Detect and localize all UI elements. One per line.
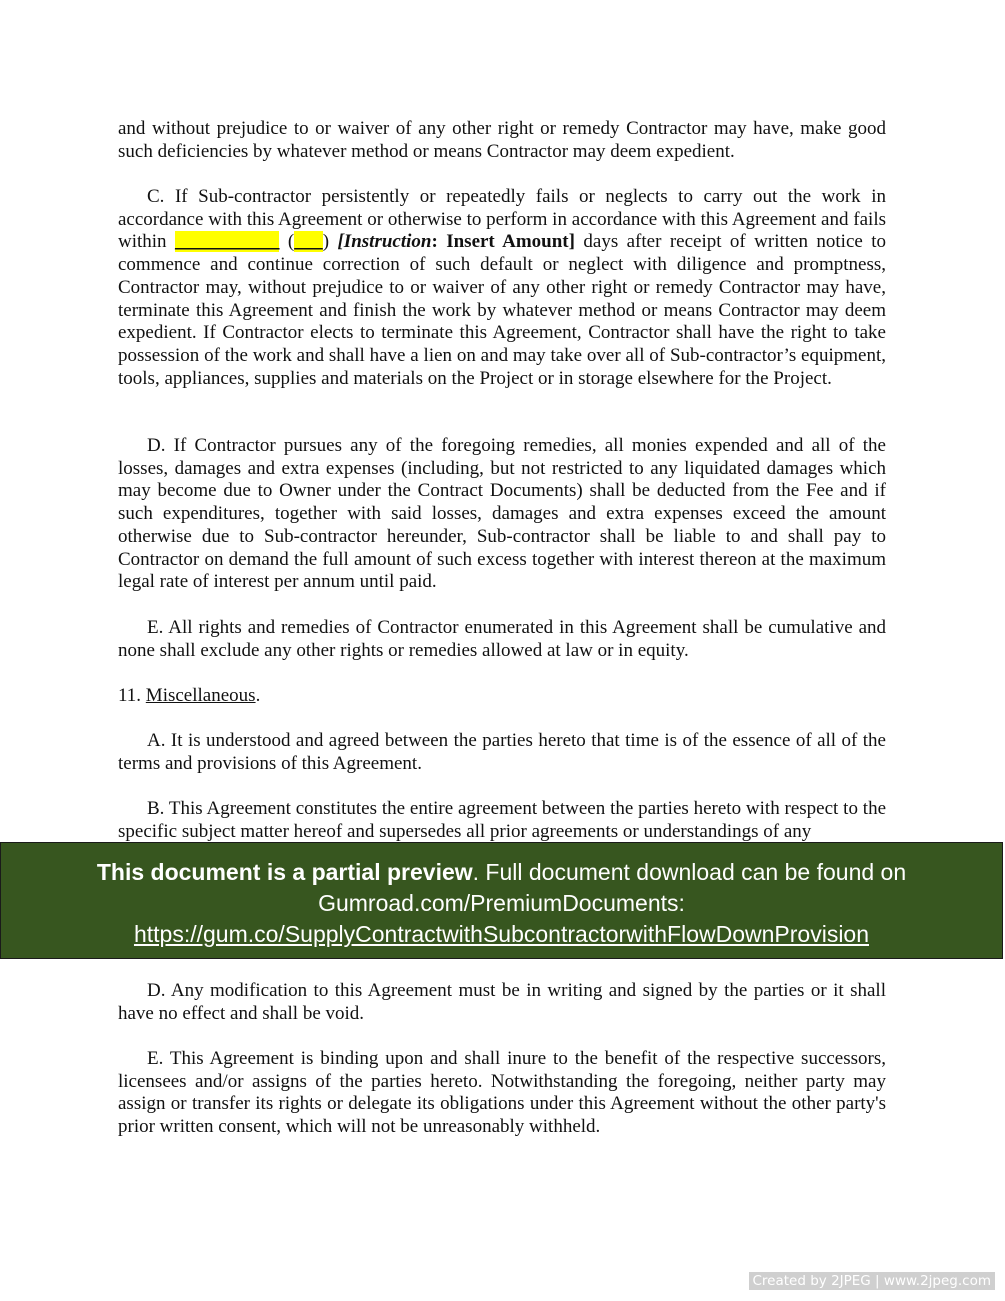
text: ) (322, 231, 338, 253)
text: A. It is understood and agreed between the parties hereto that time is of the essence of all of the terms and provisions of this Agreement. (118, 730, 886, 774)
text: E. All rights and remedies of Contractor enumerated in this Agreement shall be cumulative and none shall exclude any other rights or remedies allowed at law or in equity. (118, 617, 886, 661)
paragraph-11b (118, 798, 886, 843)
preview-banner (0, 842, 1003, 959)
banner-bold-text: This document is a partial preview (96, 859, 473, 885)
paragraph-11d (118, 980, 886, 1025)
text: . (255, 685, 261, 706)
paragraph-e (118, 617, 886, 662)
text: D. If Contractor pursues any of the foregoing remedies, all monies expended and all of the losses, damages and extra expenses (including, but not restricted to any liquidated damages which may become due to Owner under the Contract Documents) shall be deducted from the Fee and if such expenditures, together with said losses, damages and extra expenses exceed the amount otherwise due to Sub-contractor hereunder, Sub-contractor shall be liable to and shall pay to Contractor on demand the full amount of such excess together with interest thereon at the maximum legal rate of interest per annum until paid. (118, 435, 886, 593)
blank-field-days-words[interactable]: ___________ (174, 231, 280, 253)
section-11-heading (118, 685, 886, 708)
instruction-text: : Insert Amount] (431, 231, 575, 253)
section-title: Miscellaneous (145, 685, 256, 706)
text: C. If Sub-contractor persistently or repeatedly fails or neglects to carry out the work in accordance with this Agreement or otherwise to perform in accordance with this Agreement and fails within (118, 186, 886, 253)
text: E. This Agreement is binding upon and shall inure to the benefit of the respective successors, licensees and/or assigns of the parties hereto. Notwithstanding the foregoing, neither party may assign or transfer its rights or delegate its obligations under this Agreement without the other party's prior written consent, which will not be unreasonably withheld. (118, 1048, 886, 1138)
section-number: 11. (118, 685, 146, 706)
text: days after receipt of written notice to commence and continue correction of such default or neglect with diligence and promptness, Contractor may, without prejudice to or waiver of any other right or remedy Contractor may have, terminate this Agreement and finish the work by whatever method or means Contractor may deem expedient. If Contractor elects to terminate this Agreement, Contractor shall have the right to take possession of the work and shall have a lien on and may take over all of Sub-contractor’s equipment, tools, appliances, supplies and materials on the Project or in storage elsewhere for the Project. (118, 231, 887, 389)
blank-field-days-number[interactable]: ___ (294, 231, 323, 253)
text: D. Any modification to this Agreement must be in writing and signed by the parties or it shall have no effect and shall be void. (118, 980, 886, 1024)
paragraph-11a (118, 730, 886, 775)
text: ( (279, 231, 295, 253)
instruction-label: [Instruction (337, 231, 432, 253)
watermark: Created by 2JPEG | www.2jpeg.com (749, 1272, 996, 1290)
download-link[interactable]: https://gum.co/SupplyContractwithSubcontractorwithFlowDownProvision (133, 921, 870, 947)
paragraph-c (118, 186, 886, 390)
paragraph-11e (118, 1048, 886, 1139)
paragraph-continuation: and without prejudice to or waiver of any other right or remedy Contractor may have, make good such deficiencies by whatever method or means Contractor may deem expedient. (118, 118, 886, 162)
banner-text: . Full document download can be found on Gumroad.com/PremiumDocuments: (318, 859, 907, 916)
text: B. This Agreement constitutes the entire agreement between the parties hereto with respect to the specific subject matter hereof and supersedes all prior agreements or understandings of any (118, 798, 886, 842)
paragraph-d (118, 435, 886, 594)
